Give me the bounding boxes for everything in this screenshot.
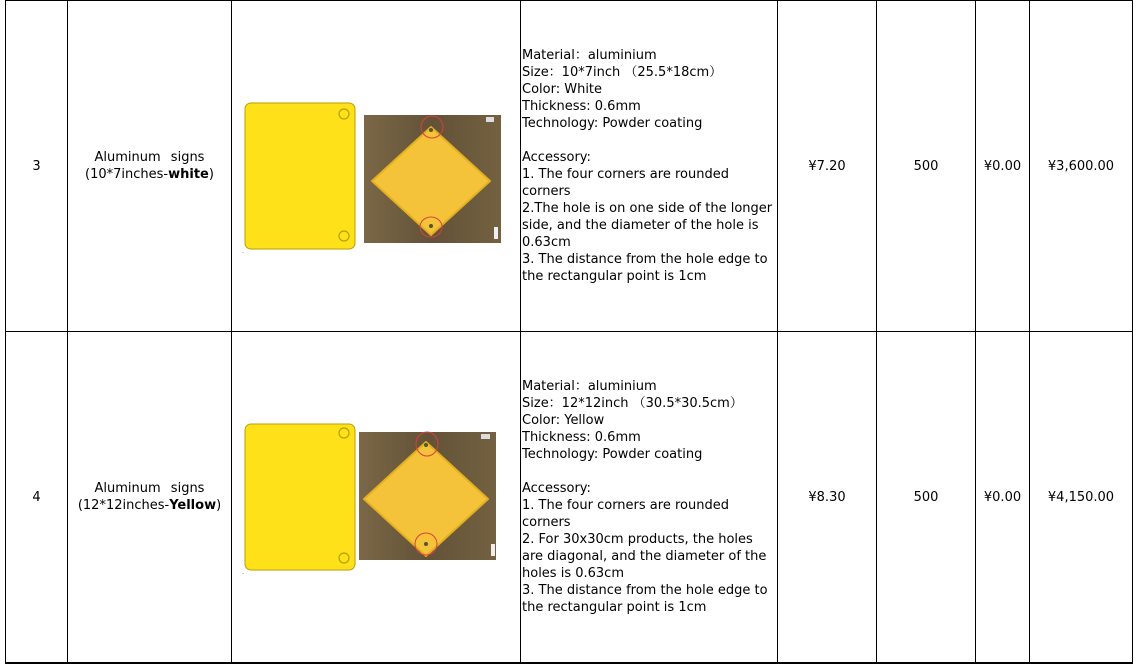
product-name-line1: Aluminum signs xyxy=(94,150,205,165)
desc-accessory-3: 3. The distance from the hole edge to the rectangular point is 1cm xyxy=(522,583,768,615)
diamond-sign-photo xyxy=(359,432,496,560)
total-price: ¥4,150.00 xyxy=(1030,332,1133,664)
desc-accessory-title: Accessory: xyxy=(522,150,591,165)
desc-accessory-2: 2.The hole is on one side of the longer side, and the diameter of the hole is 0.63cm xyxy=(522,201,773,250)
desc-size: Size：12*12inch （30.5*30.5cm） xyxy=(522,396,743,411)
product-name-suffix: ) xyxy=(216,498,222,513)
product-description xyxy=(521,1,778,332)
quote-table xyxy=(5,0,1133,664)
row-number: 4 xyxy=(6,332,68,664)
total-price: ¥3,600.00 xyxy=(1030,1,1133,332)
product-color-label: white xyxy=(168,167,209,182)
product-image-cell xyxy=(232,332,521,664)
desc-accessory-3: 3. The distance from the hole edge to the rectangular point is 1cm xyxy=(522,252,768,284)
product-name-line2 xyxy=(68,497,231,514)
quantity: 500 xyxy=(877,332,976,664)
product-images xyxy=(232,332,521,662)
product-name xyxy=(68,1,232,332)
product-size: (12*12inches- xyxy=(77,498,170,513)
desc-accessory-title: Accessory: xyxy=(522,481,591,496)
unit-price: ¥8.30 xyxy=(778,332,877,664)
desc-accessory-1: 1. The four corners are rounded corners xyxy=(522,167,729,199)
product-description xyxy=(521,332,778,664)
quantity: 500 xyxy=(877,1,976,332)
desc-material: Material：aluminium xyxy=(522,379,657,394)
product-name-line2 xyxy=(68,166,231,183)
table-row xyxy=(6,1,1133,332)
desc-size: Size：10*7inch （25.5*18cm） xyxy=(522,65,723,80)
shipping-cost: ¥0.00 xyxy=(976,332,1030,664)
desc-accessory-1: 1. The four corners are rounded corners xyxy=(522,498,729,530)
diamond-sign-photo xyxy=(364,115,501,243)
product-images xyxy=(232,1,521,331)
product-name-line1: Aluminum signs xyxy=(94,481,205,496)
desc-technology: Technology: Powder coating xyxy=(522,447,703,462)
product-color-label: Yellow xyxy=(169,498,217,513)
shipping-cost: ¥0.00 xyxy=(976,1,1030,332)
desc-color: Color: White xyxy=(522,82,603,97)
unit-price: ¥7.20 xyxy=(778,1,877,332)
desc-technology: Technology: Powder coating xyxy=(522,116,703,131)
product-image-cell xyxy=(232,1,521,332)
product-name-suffix: ) xyxy=(208,167,214,182)
product-name xyxy=(68,332,232,664)
rectangle-sign-image xyxy=(243,424,355,574)
desc-color: Color: Yellow xyxy=(522,413,605,428)
desc-thickness: Thickness: 0.6mm xyxy=(522,99,641,114)
desc-thickness: Thickness: 0.6mm xyxy=(522,430,641,445)
product-size: (10*7inches- xyxy=(85,167,169,182)
rectangle-sign-image xyxy=(243,103,355,253)
row-number: 3 xyxy=(6,1,68,332)
desc-accessory-2: 2. For 30x30cm products, the holes are diagonal, and the diameter of the holes is 0.63cm xyxy=(522,532,767,581)
desc-material: Material：aluminium xyxy=(522,48,657,63)
table-row xyxy=(6,332,1133,664)
